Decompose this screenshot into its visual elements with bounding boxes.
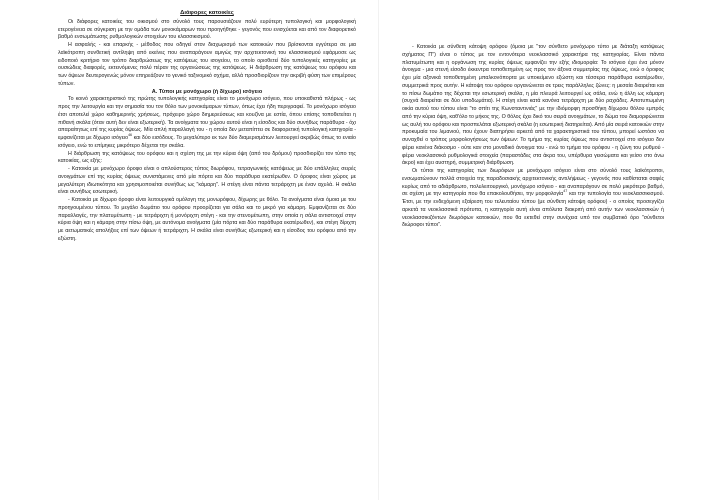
- left-page: [58, 10, 356, 244]
- footnote-ref: 47: [563, 189, 568, 194]
- paragraph-text: Το κοινό χαρακτηριστικό της πρώτης τυπολογικής κατηγορίας είναι το μονόχωρο ισόγειο, που υποκαθιστά πλήρως - ως προς την λειτουργία και την σημασία του τον θόλο των μονοκάμαρων τύπων, όπως έχει ήδη περιγραφεί. Το μονόχωρο ισόγειο έτσι αποτελεί χώρο καθημερινής χρήσεως, πρόχειρο χώρο διημερεύσεως και κουζίνα με εστία, όπου επίσης τοποθετείται η πιθανή σκάλα (όταν αυτή δεν είναι εξωτερική). Τα ανοίγματα του χώρου αυτού είναι η είσοδος και δύο συνήθως παράθυρα - όχι απαραίτητως επί της κυρίας όψεως. Μία απλή παραλλαγή του - η οποία δεν μεταπίπτει σε διαφορετική τυπολογική κατηγορία - εμφανίζεται με δίχωρο ισόγειο: [58, 96, 356, 141]
- paragraph: Οι διάφορες κατοικίες του οικισμού στο σύνολό τους παρουσιάζουν πολύ ευρύτερη τυπολογική και μορφολογική ετερογένεια σε σύγκριση με την ομάδα των μονοκάμαρων που προηγήθηκε - γεγονός που ενισχύεται και από τον διαφορετικό βαθμό ενσωμάτωσης ρυθμολογικών στοιχείων του κλασσικισμού.: [58, 18, 356, 41]
- subsection-heading: Α. Τύποι με μονόχωρο (ή δίχωρο) ισόγειο: [151, 88, 263, 95]
- paragraph: - Κατοικία με μονόχωρο όροφο είναι ο απλούστερος τύπος διωρόφου, τετραγωνικής κατόψεως με δύο επάλληλες σειρές ανοιγμάτων επί της κυρίας όψεως συνιστάμενες από μία πόρτα και δύο παράθυρα εκατέρωθεν. Ο όροφος είναι χώρος με μεγαλύτερη ιδιωτικότητα και χρησιμοποιείται συνήθως ως "κάμαρη". Η στέγη είναι πάντα τετράριχτη με έναν αχυλά. Η σκάλα είναι συνήθως εσωτερική.: [58, 166, 356, 196]
- paragraph-with-footnote: [402, 168, 664, 230]
- section-title: Διάφορες κατοικίες: [180, 10, 234, 16]
- paragraph: Η ασφαλής - και επαρκής - μέθοδος που οδηγεί στον διαχωρισμό των κατοικιών που βρίσκονται εγγύτερα σε μια λαϊκότροπη συνθετική αντίληψη από εκείνες που αναπαράγουν αμιγώς την αρχιτεκτονική του κλασσικισμού εφάρμοσε ως ειδοποιό κριτήριο τον τρόπο διαρθρώσεως της κατόψεως του ισογείου, το οποίο οριοθετεί δύο τυπολογικές κατηγορίες με ουσιώδεις διαφορές, εκτεινόμενες πολύ πέραν της οργανώσεως της κατόψεως. Η διάρθρωση της κατόψεως του ορόφου και των όψεων δευτερογενώς μόνον επηρεάζουν το γενικό ταξινομικό σχήμα, αλλά προσδιορίζουν την ακριβή φύση των επιμέρους τύπων.: [58, 42, 356, 87]
- right-page: [402, 44, 664, 230]
- paragraph-text: και δύο εισόδους. Το μεγαλύτερο εκ των δύο διαμερισμάτων λειτουργεί ακριβώς όπως το ενιαίο ισόγειο, ενώ το επίμηκες μικρότερο δέχεται την σκάλα.: [58, 135, 356, 149]
- paragraph: - Κατοικία με δίχωρο όροφο είναι λειτουργικά ομόλογη της μονωρόφου, δίχωρης με θόλο. Τα ανοίγματα είναι όμοια με του προηγουμένου τύπου. Το μεγάλο δωμάτιο του ορόφου προορίζεται για σάλα και το μικρό για κάμαρη. Εμφανίζεται σε δύο παραλλαγές, την πλατυμέτωπη - με τετράριχτη ή μονόριχτη στέγη - και την στενομέτωπη, στην οποία η σάλα αντιστοιχεί στην κύρια όψη και η κάμαρη στην πίσω όψη, με αυτόνομα ανοίγματα (μία πόρτα και δύο παράθυρα εκατέρωθεν), και στέγη δίριχτη με αετωματικές απολήξεις επί των όψεων ή τετράριχτη. Η σκάλα είναι συνήθως εξωτερική και η είσοδος του ορόφου από την εξώστη.: [58, 197, 356, 242]
- footnote-ref: 46: [128, 133, 133, 138]
- paragraph: Η διάρθρωση της κατόψεως του ορόφου και η σχέση της με την κύρια όψη (από του δρόμου) προσδιορίζει τον τύπο της κατοικίας, ως εξής:: [58, 150, 356, 165]
- paragraph-with-footnote: [58, 96, 356, 150]
- paragraph: - Κατοικία με σύνθετη κάτοψη ορόφου (όμοια με "τον σύνθετο μονόχωρο τύπο με διάταξη κατόψεως σχήματος Π") είναι ο τύπος με τον εντονότερα νεοκλασσικό χαρακτήρα της κατηγορίας. Είναι πάντα πλατυμέτωπη και η οργάνωση της κυρίας όψεως εμφανίζει την εξής ιδιομορφία: Το ισόγειο έχει ένα μόνον άνοιγμα - μια στενή είσοδο έκκεντρα τοποθετημένη ως προς τον άξονα συμμετρίας της όψεως, ενώ ο όροφος έχει μία αξονικά τοποθετημένη μπαλκονόπορτα με υποκείμενο εξώστη και τέσσερα παράθυρα εκατέρωθεν, συμμετρικά προς αυτήν. Η κάτοψη του ορόφου οργανώνεται σε τρεις παράλληλες ζώνες: η μεσαία διαιρείται και το πίσω δωμάτιο της δέχεται την εσωτερική σκάλα, η μία πλευρά λειτουργεί ως σάλα, ενώ η άλλη ως κάμαρη (συχνά διαιρείται σε δύο υποδωμάτια). Η στέγη είναι κατά κανόνα τετράριχτη με δύο ραχιάδες. Αποτυπωμένη οικία αυτού του τύπου είναι "το σπίτι της Κωνσταντινιάς" με την ιδιόμορφη προσθήκη δίχωρου θόλου εμπρός από την κύρια όψη, καθ'όλο το μήκος της. Ο θόλος έχει δικό του σειρά ανοιγμάτων, το δώμα του διαμορφώνεται ως αυλή του ορόφου και προσπελάται εξωτερική σκάλα (η εσωτερική διατηρείται). Από μία σειρά κατοικιών στην προκυμαία του λιμανιού, που έχουν διατηρήσει αρκετά από τα χαρακτηριστικά του τύπου, μπορεί ωστόσο να συναχθεί ο τρόπος μορφολογήσεως των όψεων: Το τμήμα της κυρίας όψεως που αντιστοιχεί στο ισόγειο δεν φέρει κανένα διάκοσμο - ούτε καν στο μοναδικό άνοιγμα του - ενώ το τμήμα του ορόφου - η ζώνη του ρυθμού - φέρει νεοκλασσικά ρυθμολογικά στοιχεία (παραστάδες στα άκρα του, υπέρθυρα γεισώματα και γείσο στο άνω άκρο) και έχει αυστηρή, συμμετρική διάρθρωση.: [402, 44, 664, 167]
- paragraph-text: και την τυπολογία του νεοκλασσικισμού. Έτσι, με την ενδεχόμενη εξαίρεση του τελευταίου τύπου (με σύνθετη κάτοψη ορόφου) - ο οποίος προσεγγίζει αρκετά τα νεοκλασσικά πρότυπα, η κατηγορία αυτή είναι απόλυτα διακριτή από αυτήν των νεοκλασσικών ή νεοκλασσικιζόντων διωρόφων κατοικιών, που θα εκτεθεί στην συνέχεια υπό τον συμβατικό όρο "σύνθετοι διώροφοι τύποι".: [402, 191, 665, 229]
- paragraph-text: Οι τύποι της κατηγορίας των διωρόφων με μονόχωρο ισόγειο είναι στο σύνολό τους λαϊκότροποι, ενσωματώνουν πολλά στοιχεία της παραδοσιακής αρχιτεκτονικής αντιλήψεως - γεγονός που καθίσταται σαφές κυρίως από το αδιάρθρωτο, πολυλειτουργικό, μονόχωρο ισόγειο - και αναπαράγουν σε πολύ μικρότερο βαθμό, σε σχέση με την κατηγορία που θα επακολουθήσει, την μορφολογία: [402, 168, 664, 198]
- page-fold: [378, 0, 379, 500]
